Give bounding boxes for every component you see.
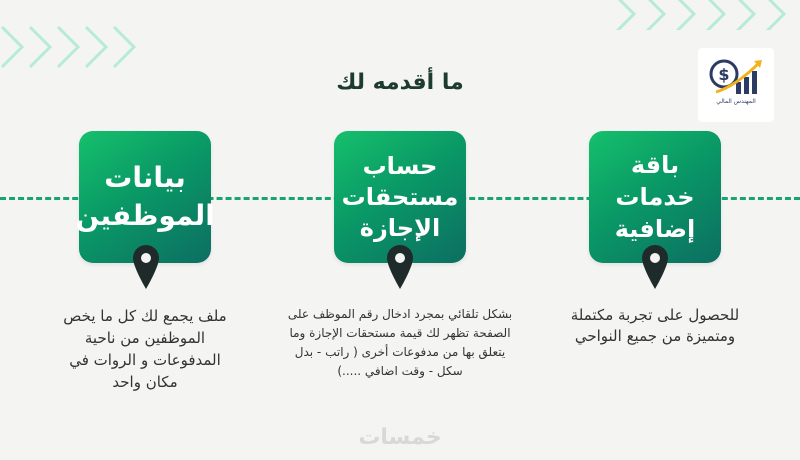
card-title-line: باقة bbox=[630, 151, 680, 179]
map-pin-icon bbox=[387, 245, 413, 289]
page-title: ما أقدمه لك bbox=[336, 70, 464, 95]
card-title-line: إضافية bbox=[614, 215, 696, 243]
card-title-line: الموظفين bbox=[75, 199, 215, 232]
chevron-arrows-icon bbox=[0, 22, 160, 72]
card-title-line: الإجازة bbox=[359, 213, 441, 242]
card-description: للحصول على تجربة مكتملة ومتميزة من جميع النواحي bbox=[570, 306, 740, 345]
map-pin-icon bbox=[642, 245, 668, 289]
logo-caption: المهندس المالي bbox=[716, 98, 756, 105]
card-title-line: بيانات bbox=[104, 161, 186, 194]
card-title-line: خدمات bbox=[615, 183, 695, 211]
card-employee-data bbox=[75, 131, 215, 263]
map-pin-icon bbox=[133, 245, 159, 289]
watermark: خمسات bbox=[358, 425, 442, 450]
card-title-line: حساب bbox=[362, 151, 438, 180]
brand-logo bbox=[698, 48, 774, 122]
dollar-growth-chart-icon bbox=[706, 56, 766, 98]
card-extra-services bbox=[589, 131, 721, 263]
card-description: ملف يجمع لك كل ما يخص الموظفين من ناحية المدفوعات و الروات في مكان واحد bbox=[63, 307, 227, 391]
chevron-arrows-icon bbox=[610, 0, 800, 30]
card-title-line: مستحقات bbox=[341, 182, 459, 211]
card-leave-entitlements bbox=[334, 131, 466, 263]
svg-text:$: $ bbox=[718, 65, 730, 84]
card-description: بشكل تلقائي بمجرد ادخال رقم الموظف على الصفحة تظهر لك قيمة مستحقات الإجازة وما يتعلق بها من مدفوعات أخرى ( راتب - بدل سكل - وقت اضافي .....) bbox=[287, 307, 513, 378]
